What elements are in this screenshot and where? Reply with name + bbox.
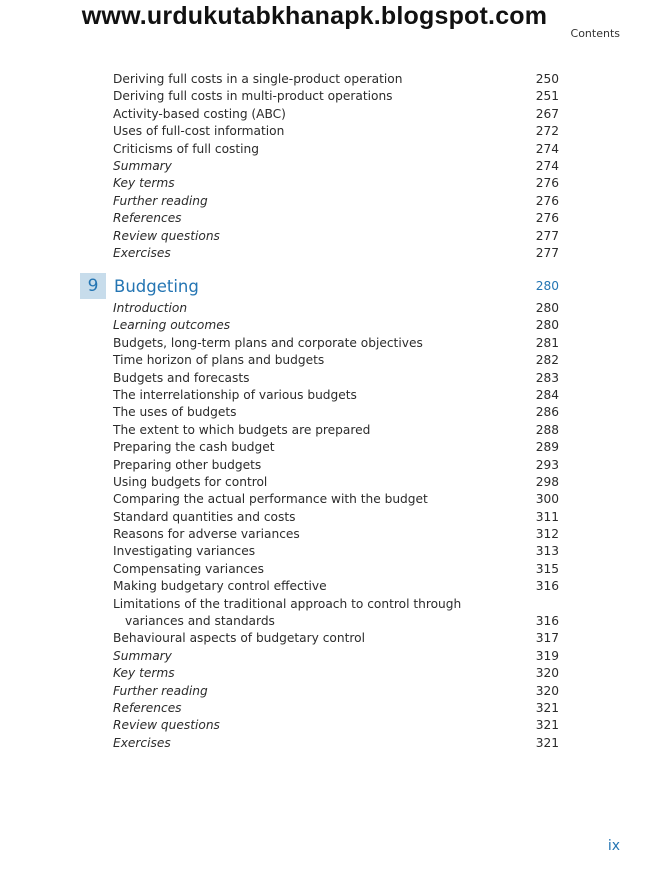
toc-entry-title: Using budgets for control — [113, 474, 268, 489]
toc-entry-page: 288 — [535, 422, 559, 437]
toc-entry-title: Budgets and forecasts — [113, 370, 250, 385]
toc-entry-title: Preparing other budgets — [113, 457, 262, 472]
toc-entry[interactable] — [113, 422, 559, 439]
toc-entry[interactable] — [113, 88, 559, 105]
toc-entry[interactable] — [113, 578, 559, 595]
toc-entry[interactable] — [113, 474, 559, 491]
toc-entry-page: 276 — [535, 193, 559, 208]
toc-entry-title: Limitations of the traditional approach to control through — [113, 596, 462, 611]
toc-entry[interactable] — [113, 648, 559, 665]
toc-entry-title: Exercises — [113, 245, 171, 260]
toc-entry-title: Time horizon of plans and budgets — [113, 353, 325, 368]
toc-entry-title: Exercises — [113, 735, 171, 750]
toc-entry-page: 298 — [535, 474, 559, 489]
toc-entry-page: 272 — [535, 124, 559, 139]
toc-entry[interactable] — [113, 665, 559, 682]
toc-entry-page: 277 — [535, 245, 559, 260]
toc-entry-page: 280 — [535, 318, 559, 333]
toc-entry[interactable] — [113, 210, 559, 227]
toc-entry-title: Summary — [113, 648, 172, 663]
toc-entry-title: Standard quantities and costs — [113, 509, 296, 524]
toc-chapter-9-section — [113, 300, 559, 752]
toc-entry-title: Budgets, long-term plans and corporate objectives — [113, 335, 423, 350]
toc-entry-page: 251 — [535, 89, 559, 104]
toc-entry-page: 277 — [535, 228, 559, 243]
toc-entry-page: 274 — [535, 158, 559, 173]
toc-entry-title: Uses of full-cost information — [113, 124, 285, 139]
toc-entry-page: 289 — [535, 440, 559, 455]
page-folio: ix — [607, 838, 620, 854]
toc-entry-title: Reasons for adverse variances — [113, 527, 300, 542]
toc-entry[interactable] — [113, 228, 559, 245]
toc-entry-page: 276 — [535, 211, 559, 226]
toc-entry-title: Summary — [113, 158, 172, 173]
toc-entry[interactable] — [113, 123, 559, 140]
chapter-number: 9 — [80, 273, 106, 299]
toc-entry-title: References — [113, 211, 182, 226]
toc-entry-title: Further reading — [113, 193, 208, 208]
toc-entry-page: 284 — [535, 387, 559, 402]
toc-previous-chapter-section — [113, 71, 559, 262]
toc-entry-page: 321 — [535, 718, 559, 733]
toc-entry-page: 280 — [535, 301, 559, 315]
toc-entry-title: Preparing the cash budget — [113, 440, 275, 455]
toc-entry[interactable] — [113, 387, 559, 404]
toc-entry[interactable] — [113, 526, 559, 543]
toc-entry-page: 283 — [535, 370, 559, 385]
toc-entry-title: Review questions — [113, 718, 220, 733]
toc-entry-title: Investigating variances — [113, 544, 256, 559]
toc-entry-page: 276 — [535, 176, 559, 191]
toc-entry[interactable] — [113, 439, 559, 456]
toc-entry-title: The interrelationship of various budgets — [113, 387, 357, 402]
toc-entry[interactable] — [113, 404, 559, 421]
toc-entry-page: 286 — [535, 405, 559, 420]
toc-entry-page: 319 — [535, 648, 559, 663]
toc-entry-page: 293 — [535, 457, 559, 472]
toc-entry-page: 250 — [535, 72, 559, 86]
toc-entry[interactable] — [113, 509, 559, 526]
toc-entry-page: 274 — [535, 141, 559, 156]
toc-entry[interactable] — [113, 193, 559, 210]
toc-entry-title: Review questions — [113, 228, 220, 243]
toc-entry[interactable] — [113, 245, 559, 262]
chapter-page: 280 — [535, 279, 559, 293]
toc-entry-page: 267 — [535, 106, 559, 121]
toc-entry[interactable] — [113, 370, 559, 387]
toc-entry-page: 282 — [535, 353, 559, 368]
toc-entry[interactable] — [113, 700, 559, 717]
toc-entry-title: variances and standards — [125, 614, 275, 629]
toc-entry-wrapped-line1[interactable] — [113, 596, 559, 613]
toc-entry-page: 321 — [535, 700, 559, 715]
toc-entry-page: 320 — [535, 683, 559, 698]
toc-entry-title: Comparing the actual performance with the budget — [113, 492, 428, 507]
toc-entry-title: References — [113, 700, 182, 715]
toc-entry-page: 320 — [535, 666, 559, 681]
toc-entry-wrapped-line2[interactable] — [113, 613, 559, 630]
toc-entry-title: Compensating variances — [113, 561, 264, 576]
chapter-heading[interactable] — [80, 273, 559, 299]
toc-entry[interactable] — [113, 158, 559, 175]
toc-entry-title: Further reading — [113, 683, 208, 698]
toc-entry-title: Deriving full costs in a single-product operation — [113, 72, 403, 86]
toc-entry[interactable] — [113, 300, 559, 317]
toc-entry[interactable] — [113, 71, 559, 88]
running-head: Contents — [570, 27, 620, 40]
toc-entry[interactable] — [113, 106, 559, 123]
toc-entry-title: Making budgetary control effective — [113, 579, 327, 594]
toc-entry[interactable] — [113, 717, 559, 734]
toc-entry-page: 316 — [535, 579, 559, 594]
toc-entry[interactable] — [113, 335, 559, 352]
toc-entry-title: The uses of budgets — [113, 405, 237, 420]
toc-entry-title: Behavioural aspects of budgetary control — [113, 631, 365, 646]
toc-entry-page: 300 — [535, 492, 559, 507]
toc-entry-page: 281 — [535, 335, 559, 350]
watermark-url: www.urdukutabkhanapk.blogspot.com — [81, 2, 548, 30]
toc-entry-title: Key terms — [113, 666, 175, 681]
toc-entry[interactable] — [113, 491, 559, 508]
toc-entry-title: Key terms — [113, 176, 175, 191]
toc-entry-title: Criticisms of full costing — [113, 141, 260, 156]
toc-entry-page: 315 — [535, 561, 559, 576]
toc-entry[interactable] — [113, 683, 559, 700]
toc-entry[interactable] — [113, 561, 559, 578]
toc-entry[interactable] — [113, 630, 559, 647]
toc-entry[interactable] — [113, 175, 559, 192]
toc-entry-title: Activity-based costing (ABC) — [113, 106, 286, 121]
toc-entry[interactable] — [113, 141, 559, 158]
toc-entry-page: 316 — [535, 614, 559, 629]
toc-entry[interactable] — [113, 735, 559, 752]
toc-entry-title: The extent to which budgets are prepared — [113, 422, 371, 437]
toc-entry-title: Introduction — [113, 301, 188, 315]
toc-entry-page: 317 — [535, 631, 559, 646]
toc-entry-page: 311 — [535, 509, 559, 524]
chapter-title: Budgeting — [114, 276, 199, 296]
toc-entry-page: 313 — [535, 544, 559, 559]
toc-entry-page: 312 — [535, 527, 559, 542]
toc-entry-title: Deriving full costs in multi-product operations — [113, 89, 393, 104]
toc-entry[interactable] — [113, 352, 559, 369]
toc-entry-page: 321 — [535, 735, 559, 750]
toc-entry[interactable] — [113, 543, 559, 560]
toc-entry[interactable] — [113, 457, 559, 474]
toc-entry-title: Learning outcomes — [113, 318, 231, 333]
toc-entry[interactable] — [113, 317, 559, 334]
